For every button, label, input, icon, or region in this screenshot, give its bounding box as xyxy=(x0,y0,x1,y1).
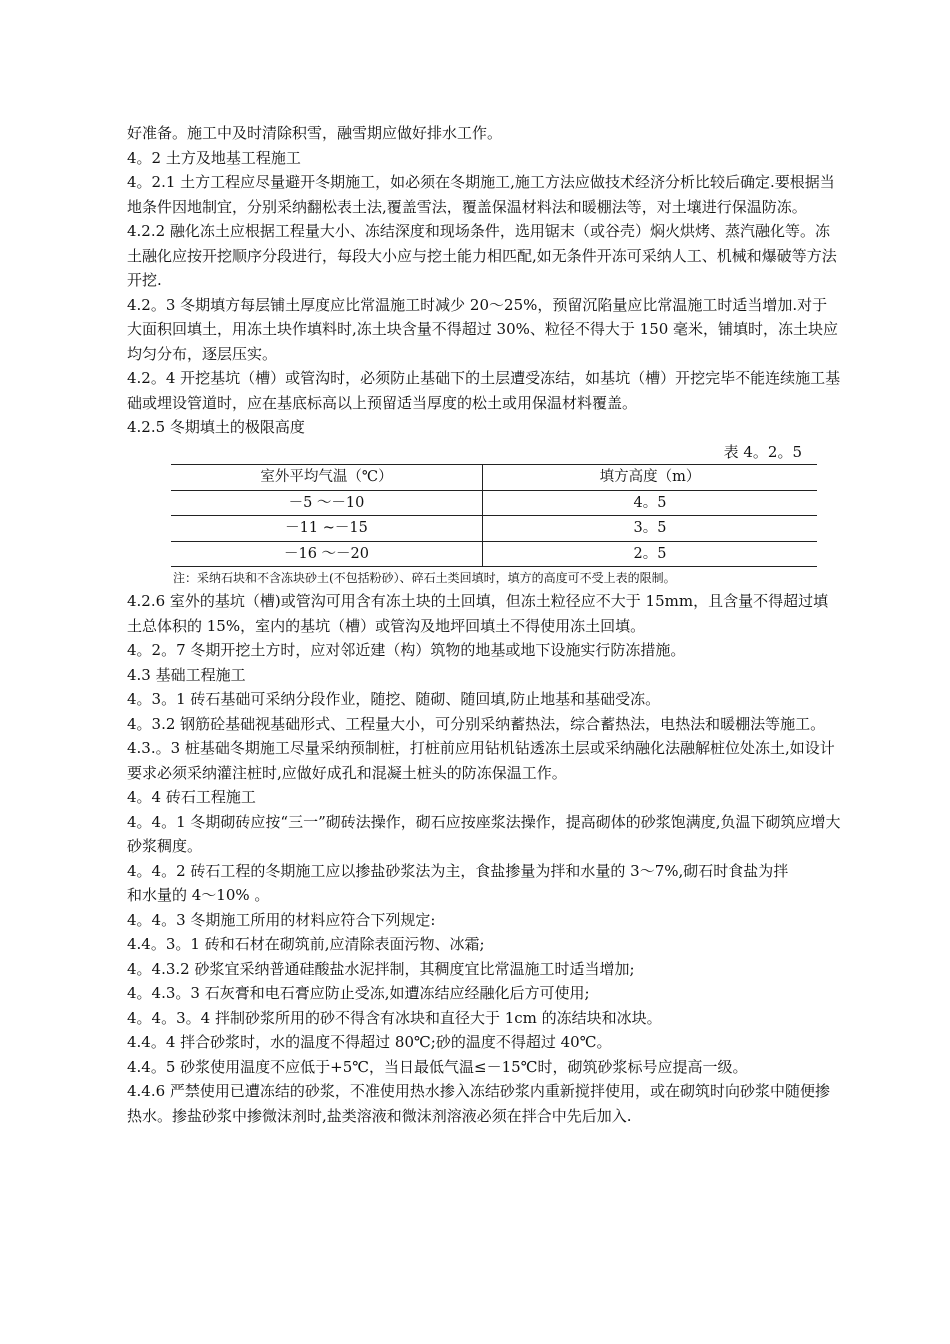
section-heading: 4。4 砖石工程施工 xyxy=(127,788,256,806)
section-heading: 4.3 基础工程施工 xyxy=(127,665,246,684)
paragraph: 4.2.6 室外的基坑（槽)或管沟可用含有冻土块的土回填，但冻土粒径应不大于 15mm，且含量不得超过填土总体积的 15%，室内的基坑（槽）或管沟及地坪回填土不得使用冻土回填。 xyxy=(127,592,829,635)
table-header-row xyxy=(171,465,817,491)
paragraph: 4.2.2 融化冻土应根据工程量大小、冻结深度和现场条件，选用锯末（或谷壳）焖火烘烤、蒸汽融化等。冻土融化应按开挖顺序分段进行，每段大小应与挖土能力相匹配,如无条件开冻可采纳人工、机械和爆破等方法开挖. xyxy=(127,222,837,289)
table-cell: 2。5 xyxy=(483,541,818,567)
paragraph: 4.4。3。1 砖和石材在砌筑前,应清除表面污物、冰霜; xyxy=(127,935,485,953)
paragraph: 4.2。4 开挖基坑（槽）或管沟时，必须防止基础下的土层遭受冻结，如基坑（槽）开挖完毕不能连续施工基础或埋设管道时，应在基底标高以上预留适当厚度的松土或用保温材料覆盖。 xyxy=(127,369,841,412)
paragraph: 4。2.1 土方工程应尽量避开冬期施工，如必须在冬期施工,施工方法应做技术经济分析比较后确定.要根据当地条件因地制宜，分别采纳翻松表土法,覆盖雪法，覆盖保温材料法和暖棚法等，对土壤进行保温防冻。 xyxy=(127,173,835,216)
paragraph: 4.4.6 严禁使用已遭冻结的砂浆，不准使用热水掺入冻结砂浆内重新搅拌使用，或在砌筑时向砂浆中随便掺热水。掺盐砂浆中掺微沫剂时,盐类溶液和微沫剂溶液必须在拌合中先后加入. xyxy=(127,1082,830,1125)
paragraph: 4。4.3。3 石灰膏和电石膏应防止受冻,如遭冻结应经融化后方可使用; xyxy=(127,984,590,1002)
table-caption: 表 4。2。5 xyxy=(723,442,802,461)
table-row xyxy=(171,516,817,542)
paragraph: 4。3.2 钢筋砼基础视基础形式、工程量大小，可分别采纳蓄热法，综合蓄热法，电热法和暖棚法等施工。 xyxy=(127,714,826,733)
paragraph: 4。4。3 冬期施工所用的材料应符合下列规定: xyxy=(127,910,436,929)
paragraph: 4。2。7 冬期开挖土方时，应对邻近建（构）筑物的地基或地下设施实行防冻措施。 xyxy=(127,641,686,659)
paragraph: 4.3.。3 桩基础冬期施工尽量采纳预制桩，打桩前应用钻机钻透冻土层或采纳融化法融解桩位处冻土,如设计要求必须采纳灌注桩时,应做好成孔和混凝土桩头的防冻保温工作。 xyxy=(127,739,835,782)
paragraph: 4。4。2 砖石工程的冬期施工应以掺盐砂浆法为主，食盐掺量为拌和水量的 3～7%,砌石时食盐为拌 xyxy=(127,861,789,880)
fill-height-table xyxy=(171,464,817,567)
table-header-cell: 室外平均气温（℃） xyxy=(171,465,483,491)
paragraph: 4。4。1 冬期砌砖应按“三一”砌砖法操作，砌石应按座浆法操作，提高砌体的砂浆饱满度,负温下砌筑应增大砂浆稠度。 xyxy=(127,812,841,855)
table-cell: －11 ~－15 xyxy=(171,516,483,542)
table-cell: 4。5 xyxy=(483,490,818,516)
section-heading: 4。2 土方及地基工程施工 xyxy=(127,148,301,167)
table-row xyxy=(171,490,817,516)
paragraph: 4.4。5 砂浆使用温度不应低于+5℃，当日最低气温≤－15℃时，砌筑砂浆标号应提高一级。 xyxy=(127,1057,748,1076)
paragraph: 4.2.5 冬期填土的极限高度 xyxy=(127,418,305,436)
paragraph: 4.4。4 拌合砂浆时，水的温度不得超过 80℃;砂的温度不得超过 40℃。 xyxy=(127,1033,612,1051)
table-note: 注：采纳石块和不含冻块砂土(不包括粉砂）、碎石土类回填时，填方的高度可不受上表的限制。 xyxy=(173,571,676,585)
paragraph: 好准备。施工中及时清除积雪，融雪期应做好排水工作。 xyxy=(127,124,503,142)
table-header-cell: 填方高度（m） xyxy=(483,465,818,491)
paragraph: 和水量的 4～10% 。 xyxy=(127,886,270,904)
paragraph: 4。3。1 砖石基础可采纳分段作业，随挖、随砌、随回填,防止地基和基础受冻。 xyxy=(127,690,661,708)
table-row xyxy=(171,541,817,567)
table-cell: 3。5 xyxy=(483,516,818,542)
paragraph: 4。4.3.2 砂浆宜采纳普通硅酸盐水泥拌制，其稠度宜比常温施工时适当增加; xyxy=(127,959,635,978)
table-cell: －16 ～－20 xyxy=(171,541,483,567)
paragraph: 4。4。3。4 拌制砂浆所用的砂不得含有冰块和直径大于 1cm 的冻结块和冰块。 xyxy=(127,1008,662,1027)
paragraph: 4.2。3 冬期填方每层铺土厚度应比常温施工时减少 20～25%，预留沉陷量应比常温施工时适当增加.对于大面积回填土，用冻土块作填料时,冻土块含量不得超过 30%、粒径不得大于 150 毫米，铺填时，冻土块应均匀分布，逐层压实。 xyxy=(127,295,839,363)
table-cell: －5 ～－10 xyxy=(171,490,483,516)
document-body xyxy=(127,121,842,1128)
